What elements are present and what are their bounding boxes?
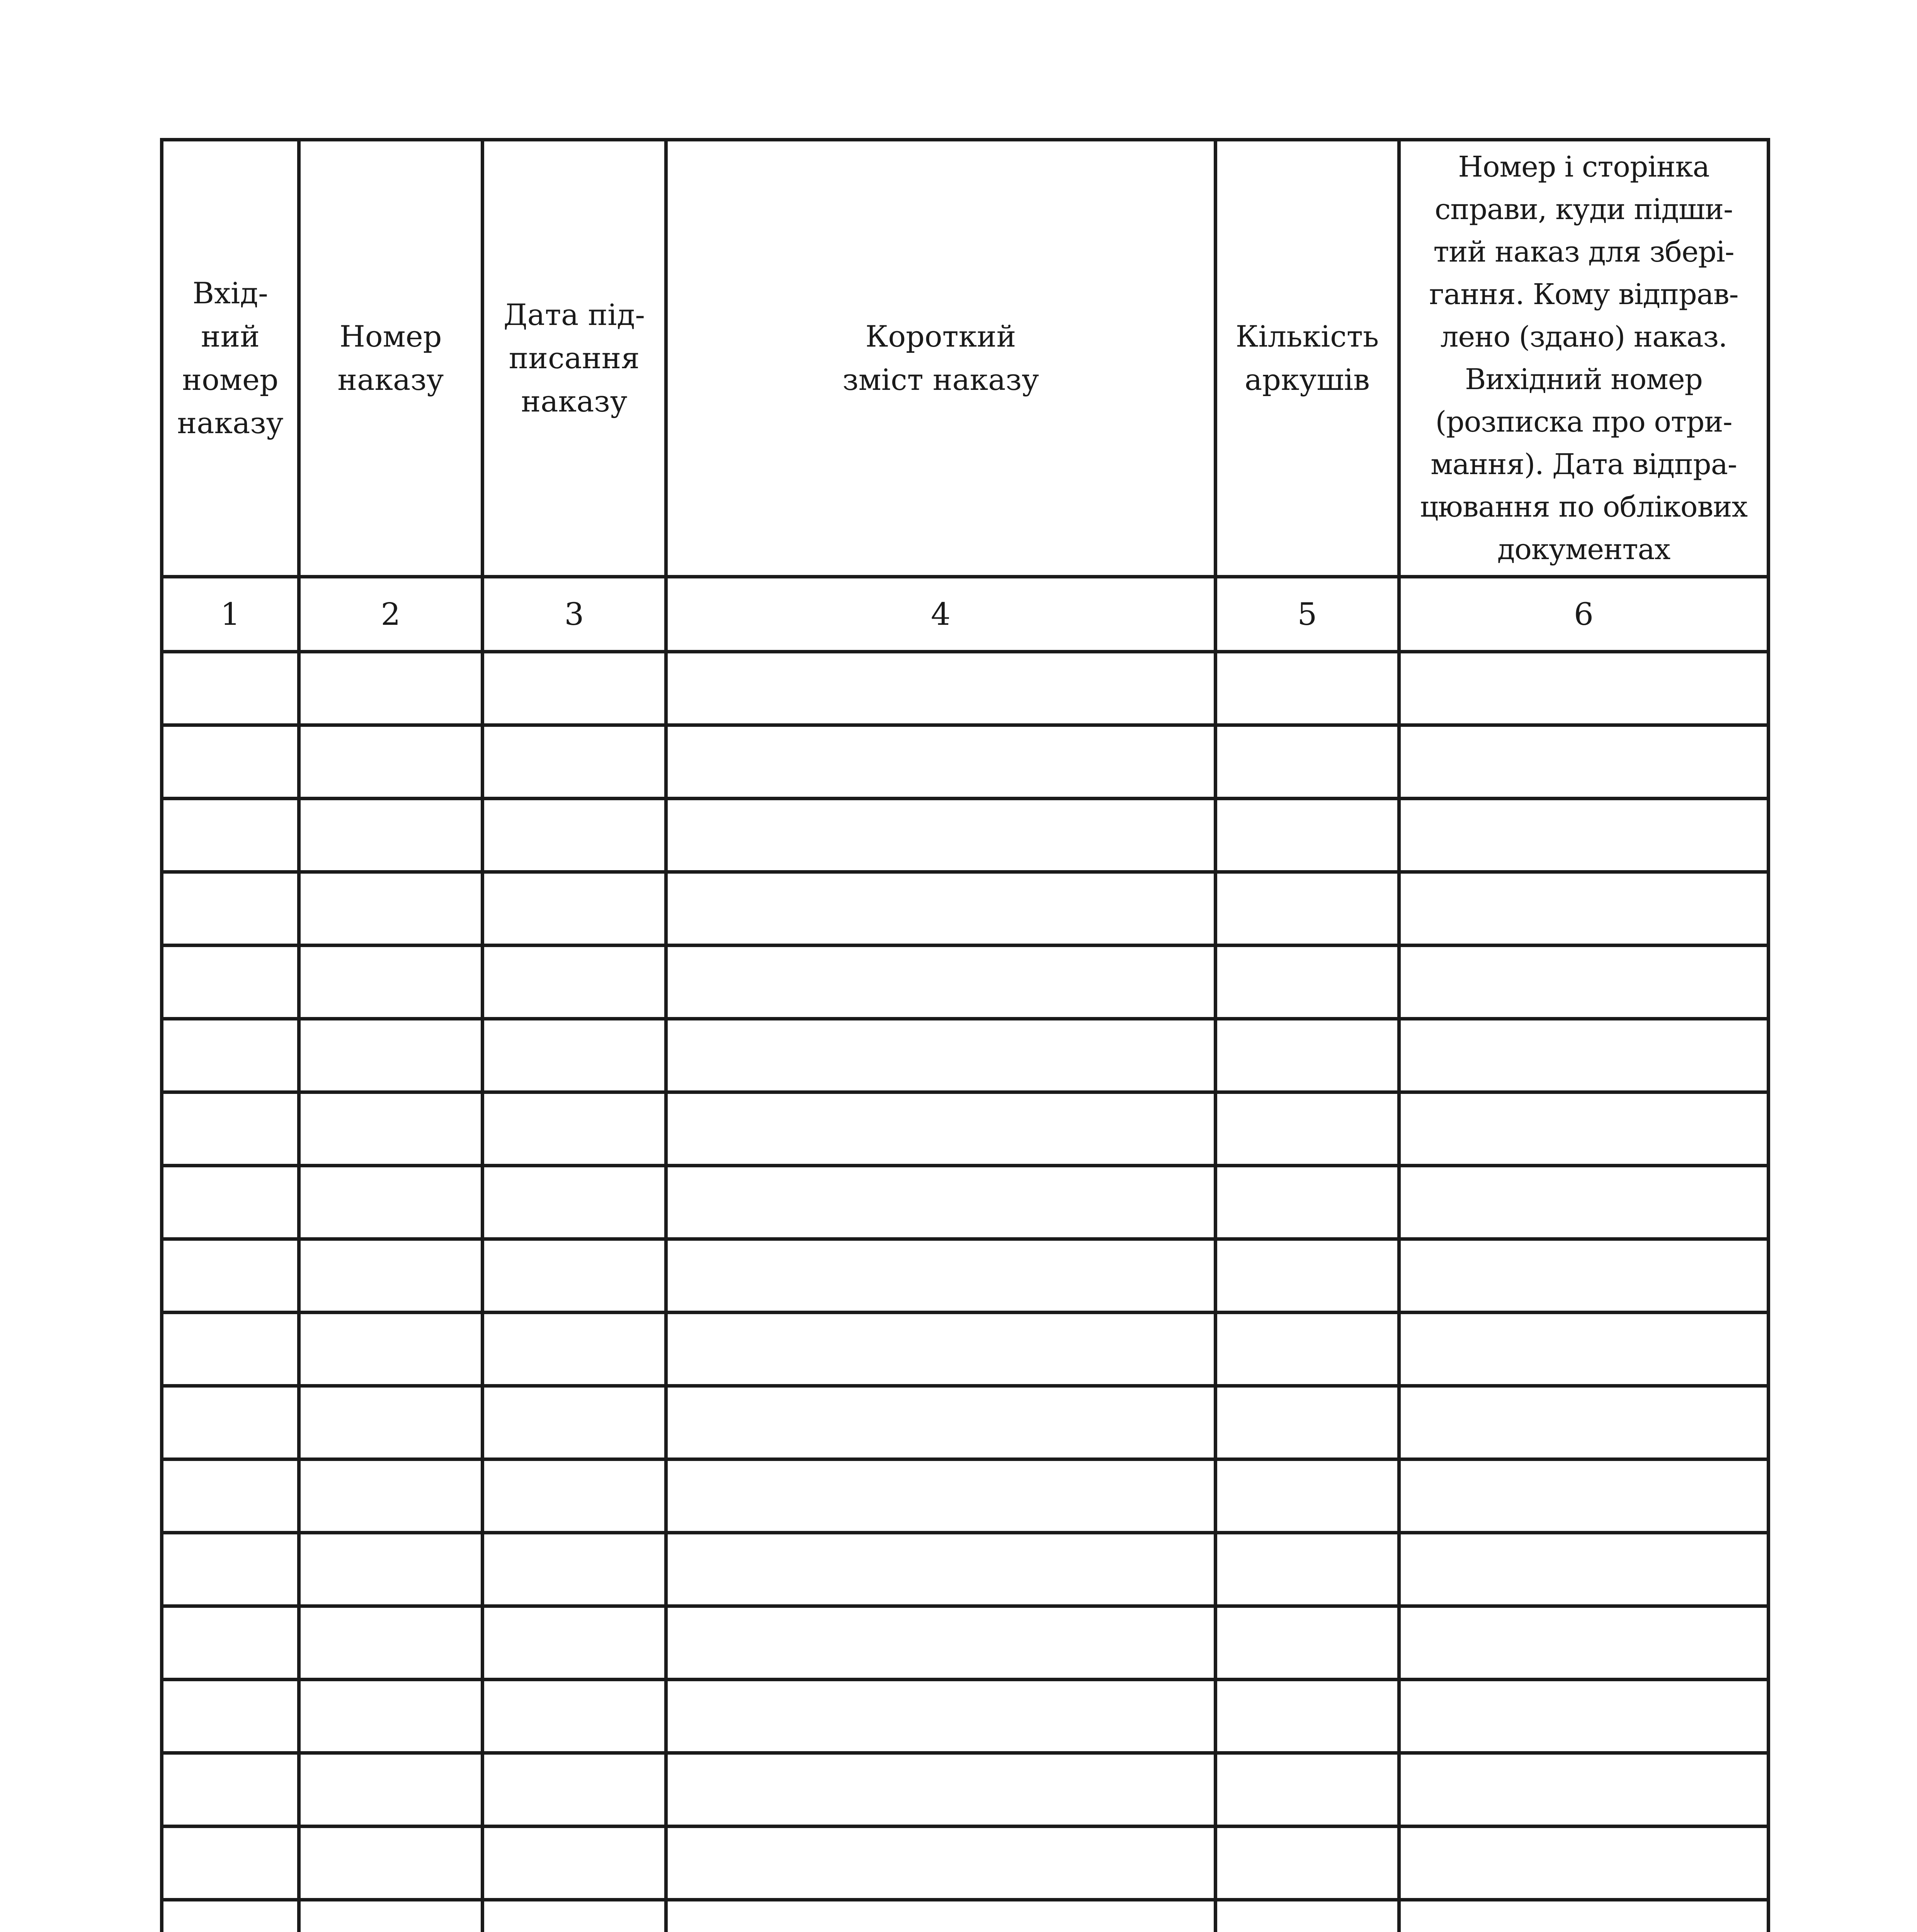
table-cell <box>1216 1827 1399 1900</box>
table-cell <box>162 1092 299 1166</box>
table-cell <box>299 1827 483 1900</box>
table-cell <box>1216 1386 1399 1459</box>
table-cell <box>1399 1827 1769 1900</box>
table-cell <box>1399 799 1769 872</box>
table-cell <box>666 1459 1216 1533</box>
table-cell <box>483 1900 666 1932</box>
table-cell <box>666 1680 1216 1753</box>
table-row <box>162 652 1769 725</box>
table-cell <box>162 652 299 725</box>
table-cell <box>483 1313 666 1386</box>
table-cell <box>162 1680 299 1753</box>
table-cell <box>1399 1753 1769 1827</box>
table-cell <box>1399 1313 1769 1386</box>
table-cell <box>483 1166 666 1239</box>
table-cell <box>1216 872 1399 946</box>
table-cell <box>666 872 1216 946</box>
table-cell <box>666 725 1216 799</box>
table-cell <box>666 799 1216 872</box>
column-number-cell <box>299 577 483 652</box>
table-row <box>162 799 1769 872</box>
table-cell <box>299 1313 483 1386</box>
table-cell <box>666 1092 1216 1166</box>
table-cell <box>1216 652 1399 725</box>
table-row <box>162 1900 1769 1932</box>
table-cell <box>299 1533 483 1606</box>
column-number-cell <box>1216 577 1399 652</box>
table-cell <box>483 652 666 725</box>
column-number: 6 <box>1574 596 1594 632</box>
table-cell <box>1399 1019 1769 1092</box>
table-cell <box>666 1606 1216 1680</box>
table-cell <box>299 1753 483 1827</box>
table-cell <box>483 1753 666 1827</box>
table-cell <box>483 1092 666 1166</box>
column-number: 4 <box>931 596 951 632</box>
table-cell <box>483 799 666 872</box>
column-number-cell <box>162 577 299 652</box>
table-row <box>162 1092 1769 1166</box>
table-cell <box>1399 1680 1769 1753</box>
table-cell <box>1216 799 1399 872</box>
table-cell <box>483 1459 666 1533</box>
table-cell <box>666 1019 1216 1092</box>
table-row <box>162 872 1769 946</box>
table-cell <box>483 1606 666 1680</box>
table-cell <box>299 725 483 799</box>
table-cell <box>162 1239 299 1313</box>
table-cell <box>299 1606 483 1680</box>
table-cell <box>666 1533 1216 1606</box>
table-cell <box>666 946 1216 1019</box>
header-order-summary <box>666 140 1216 577</box>
table-cell <box>1399 946 1769 1019</box>
table-row <box>162 946 1769 1019</box>
header-order-number <box>299 140 483 577</box>
table-cell <box>483 1827 666 1900</box>
column-number: 1 <box>220 596 240 632</box>
table-cell <box>1216 1166 1399 1239</box>
table-cell <box>1399 1239 1769 1313</box>
table-cell <box>162 946 299 1019</box>
table-cell <box>162 1753 299 1827</box>
table-cell <box>1399 1386 1769 1459</box>
table-cell <box>1399 1459 1769 1533</box>
header-order-summary-label: Короткий зміст наказу <box>842 319 1039 397</box>
table-cell <box>666 1386 1216 1459</box>
table-row <box>162 1533 1769 1606</box>
table-cell <box>1216 1900 1399 1932</box>
header-row <box>162 140 1769 577</box>
table-cell <box>1216 1753 1399 1827</box>
header-order-number-label: Номер наказу <box>337 319 444 397</box>
table-cell <box>483 1019 666 1092</box>
table-cell <box>162 799 299 872</box>
table-row <box>162 1239 1769 1313</box>
table-row <box>162 1827 1769 1900</box>
table-row <box>162 1313 1769 1386</box>
orders-register-table <box>160 138 1770 1932</box>
table-cell <box>1216 946 1399 1019</box>
table-cell <box>1399 872 1769 946</box>
column-number: 3 <box>564 596 584 632</box>
table-cell <box>299 1166 483 1239</box>
table-row <box>162 1606 1769 1680</box>
table-cell <box>666 652 1216 725</box>
table-cell <box>666 1239 1216 1313</box>
table-cell <box>1399 1900 1769 1932</box>
table-row <box>162 1166 1769 1239</box>
table-cell <box>1216 1680 1399 1753</box>
table-cell <box>483 1533 666 1606</box>
table-cell <box>666 1166 1216 1239</box>
table-cell <box>1216 725 1399 799</box>
table-cell <box>299 1900 483 1932</box>
table-cell <box>1399 1092 1769 1166</box>
table-row <box>162 1753 1769 1827</box>
column-number-cell <box>1399 577 1769 652</box>
table-cell <box>666 1753 1216 1827</box>
table-cell <box>299 946 483 1019</box>
table-cell <box>1216 1606 1399 1680</box>
table-cell <box>162 1313 299 1386</box>
table-cell <box>1216 1313 1399 1386</box>
table-cell <box>299 1386 483 1459</box>
table-cell <box>666 1313 1216 1386</box>
table-cell <box>162 872 299 946</box>
table-cell <box>299 872 483 946</box>
table-cell <box>162 725 299 799</box>
table-row <box>162 1459 1769 1533</box>
table-cell <box>162 1606 299 1680</box>
table-cell <box>1216 1533 1399 1606</box>
column-number-cell <box>666 577 1216 652</box>
table-cell <box>299 1680 483 1753</box>
header-sheet-count-label: Кількість аркушів <box>1235 319 1379 397</box>
column-number: 5 <box>1297 596 1317 632</box>
table-cell <box>162 1827 299 1900</box>
table-cell <box>1399 1533 1769 1606</box>
header-incoming-number <box>162 140 299 577</box>
table-cell <box>299 652 483 725</box>
table-row <box>162 1019 1769 1092</box>
table-cell <box>483 1680 666 1753</box>
table-cell <box>1399 1166 1769 1239</box>
table-cell <box>666 1900 1216 1932</box>
table-cell <box>483 1386 666 1459</box>
table-row <box>162 1680 1769 1753</box>
header-case-details <box>1399 140 1769 577</box>
table-cell <box>299 1019 483 1092</box>
table-cell <box>299 1092 483 1166</box>
header-sheet-count <box>1216 140 1399 577</box>
column-number-row <box>162 577 1769 652</box>
table-row <box>162 725 1769 799</box>
table-cell <box>483 1239 666 1313</box>
table-cell <box>162 1459 299 1533</box>
table-row <box>162 1386 1769 1459</box>
table-cell <box>1399 1606 1769 1680</box>
table-cell <box>483 725 666 799</box>
table-cell <box>1216 1019 1399 1092</box>
header-incoming-number-label: Вхід- ний номер наказу <box>177 276 284 440</box>
table-cell <box>299 799 483 872</box>
header-signing-date-label: Дата під- писання наказу <box>503 298 645 418</box>
table-cell <box>299 1239 483 1313</box>
table-cell <box>299 1459 483 1533</box>
table-cell <box>162 1533 299 1606</box>
table-cell <box>1216 1239 1399 1313</box>
table-cell <box>1399 725 1769 799</box>
table-cell <box>483 872 666 946</box>
table-cell <box>162 1900 299 1932</box>
register-body <box>162 577 1769 1932</box>
table-cell <box>483 946 666 1019</box>
header-signing-date <box>483 140 666 577</box>
table-cell <box>162 1386 299 1459</box>
table-cell <box>1216 1092 1399 1166</box>
column-number-cell <box>483 577 666 652</box>
table-cell <box>162 1019 299 1092</box>
table-cell <box>1216 1459 1399 1533</box>
table-cell <box>1399 652 1769 725</box>
header-case-details-label: Номер і сторінка справи, куди підши- тий наказ для зберi- гання. Кому відправ- лено (здано) наказ. Вихідний номер (розписка про отри- мання). Дата відпра- цювання по облікових документах <box>1420 150 1748 566</box>
column-number: 2 <box>381 596 401 632</box>
table-cell <box>666 1827 1216 1900</box>
table-cell <box>162 1166 299 1239</box>
